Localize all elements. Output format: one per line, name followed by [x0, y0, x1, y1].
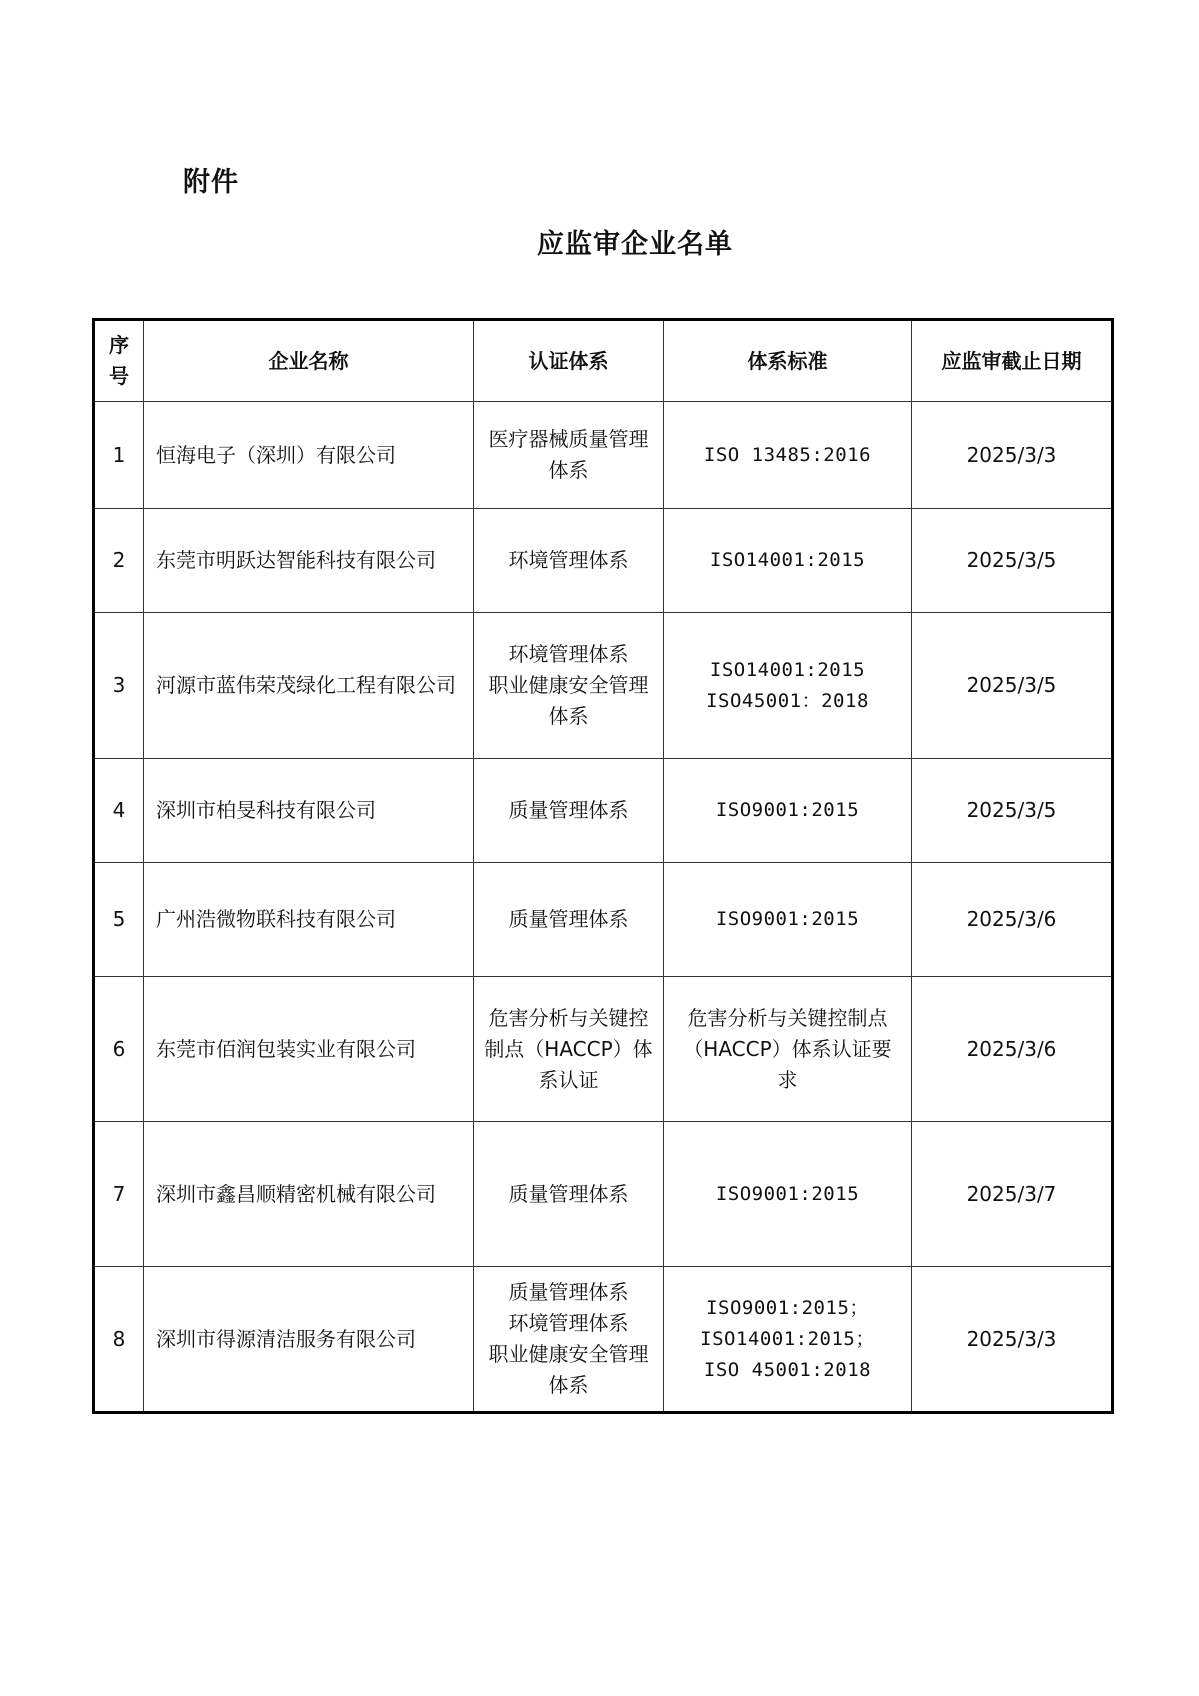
table-row	[94, 613, 1113, 759]
header-seq: 序号	[94, 320, 144, 402]
cell-standard-line: ISO9001:2015；	[706, 1296, 869, 1319]
table-row	[94, 1122, 1113, 1267]
table-row	[94, 863, 1113, 977]
cell-seq: 2	[94, 509, 144, 613]
cell-company: 恒海电子（深圳）有限公司	[144, 402, 474, 509]
cell-system-line: 危害分析与关键控制点（HACCP）体系认证	[484, 1005, 653, 1092]
cell-standard-line: ISO9001:2015	[715, 799, 860, 821]
cell-deadline: 2025/3/5	[912, 759, 1113, 863]
cell-system-line: 环境管理体系	[508, 642, 629, 666]
table-row	[94, 1267, 1113, 1413]
document-title: 应监审企业名单	[537, 229, 733, 260]
cell-deadline: 2025/3/7	[912, 1122, 1113, 1267]
table-row	[94, 509, 1113, 613]
cell-standard	[664, 977, 912, 1122]
cell-seq: 4	[94, 759, 144, 863]
cell-seq: 3	[94, 613, 144, 759]
attachment-label: 附件	[183, 167, 239, 198]
cell-seq: 1	[94, 402, 144, 509]
cell-seq: 8	[94, 1267, 144, 1413]
cell-deadline: 2025/3/3	[912, 1267, 1113, 1413]
header-deadline: 应监审截止日期	[912, 320, 1113, 402]
cell-standard-line: ISO14001:2015	[709, 549, 866, 571]
cell-standard	[664, 402, 912, 509]
cell-standard	[664, 863, 912, 977]
table-row	[94, 977, 1113, 1122]
cell-system-line: 职业健康安全管理体系	[488, 673, 649, 728]
cell-system-line: 医疗器械质量管理体系	[488, 427, 649, 482]
cell-system	[474, 759, 664, 863]
cell-system-line: 环境管理体系	[508, 548, 629, 572]
cell-company: 深圳市柏旻科技有限公司	[144, 759, 474, 863]
cell-company: 东莞市佰润包装实业有限公司	[144, 977, 474, 1122]
cell-system-line: 职业健康安全管理体系	[488, 1342, 649, 1397]
cell-company: 河源市蓝伟荣茂绿化工程有限公司	[144, 613, 474, 759]
cell-deadline: 2025/3/5	[912, 509, 1113, 613]
cell-system-line: 质量管理体系	[508, 798, 629, 822]
cell-standard-line: ISO9001:2015	[715, 1182, 860, 1205]
table-row	[94, 402, 1113, 509]
cell-standard	[664, 759, 912, 863]
cell-system	[474, 509, 664, 613]
cell-system	[474, 1122, 664, 1267]
enterprise-audit-table	[92, 318, 1114, 1414]
cell-deadline: 2025/3/5	[912, 613, 1113, 759]
cell-deadline: 2025/3/6	[912, 977, 1113, 1122]
cell-seq: 5	[94, 863, 144, 977]
cell-standard-line: ISO 13485:2016	[703, 443, 872, 466]
cell-seq: 6	[94, 977, 144, 1122]
cell-company: 广州浩微物联科技有限公司	[144, 863, 474, 977]
cell-system-line: 质量管理体系	[508, 907, 629, 931]
table-header-row	[94, 320, 1113, 402]
cell-company: 深圳市鑫昌顺精密机械有限公司	[144, 1122, 474, 1267]
cell-company: 东莞市明跃达智能科技有限公司	[144, 509, 474, 613]
cell-standard	[664, 1122, 912, 1267]
header-company: 企业名称	[144, 320, 474, 402]
cell-system	[474, 402, 664, 509]
cell-system	[474, 1267, 664, 1413]
cell-system	[474, 863, 664, 977]
cell-standard-line: ISO 45001:2018	[703, 1358, 872, 1381]
header-system: 认证体系	[474, 320, 664, 402]
cell-standard-line: 危害分析与关键控制点（HACCP）体系认证要求	[683, 1005, 892, 1092]
cell-standard-line: ISO14001:2015；	[700, 1327, 875, 1350]
cell-standard-line: ISO9001:2015	[715, 908, 860, 930]
cell-standard	[664, 613, 912, 759]
cell-standard	[664, 509, 912, 613]
cell-system	[474, 977, 664, 1122]
table-row	[94, 759, 1113, 863]
header-standard: 体系标准	[664, 320, 912, 402]
cell-standard-line: ISO14001:2015	[709, 658, 866, 681]
cell-deadline: 2025/3/6	[912, 863, 1113, 977]
cell-system-line: 环境管理体系	[508, 1311, 629, 1335]
cell-deadline: 2025/3/3	[912, 402, 1113, 509]
cell-system-line: 质量管理体系	[508, 1280, 629, 1304]
table-body	[94, 402, 1113, 1413]
cell-company: 深圳市得源清洁服务有限公司	[144, 1267, 474, 1413]
cell-seq: 7	[94, 1122, 144, 1267]
cell-standard	[664, 1267, 912, 1413]
cell-system	[474, 613, 664, 759]
cell-system-line: 质量管理体系	[508, 1181, 629, 1206]
cell-standard-line: ISO45001：2018	[706, 689, 869, 712]
